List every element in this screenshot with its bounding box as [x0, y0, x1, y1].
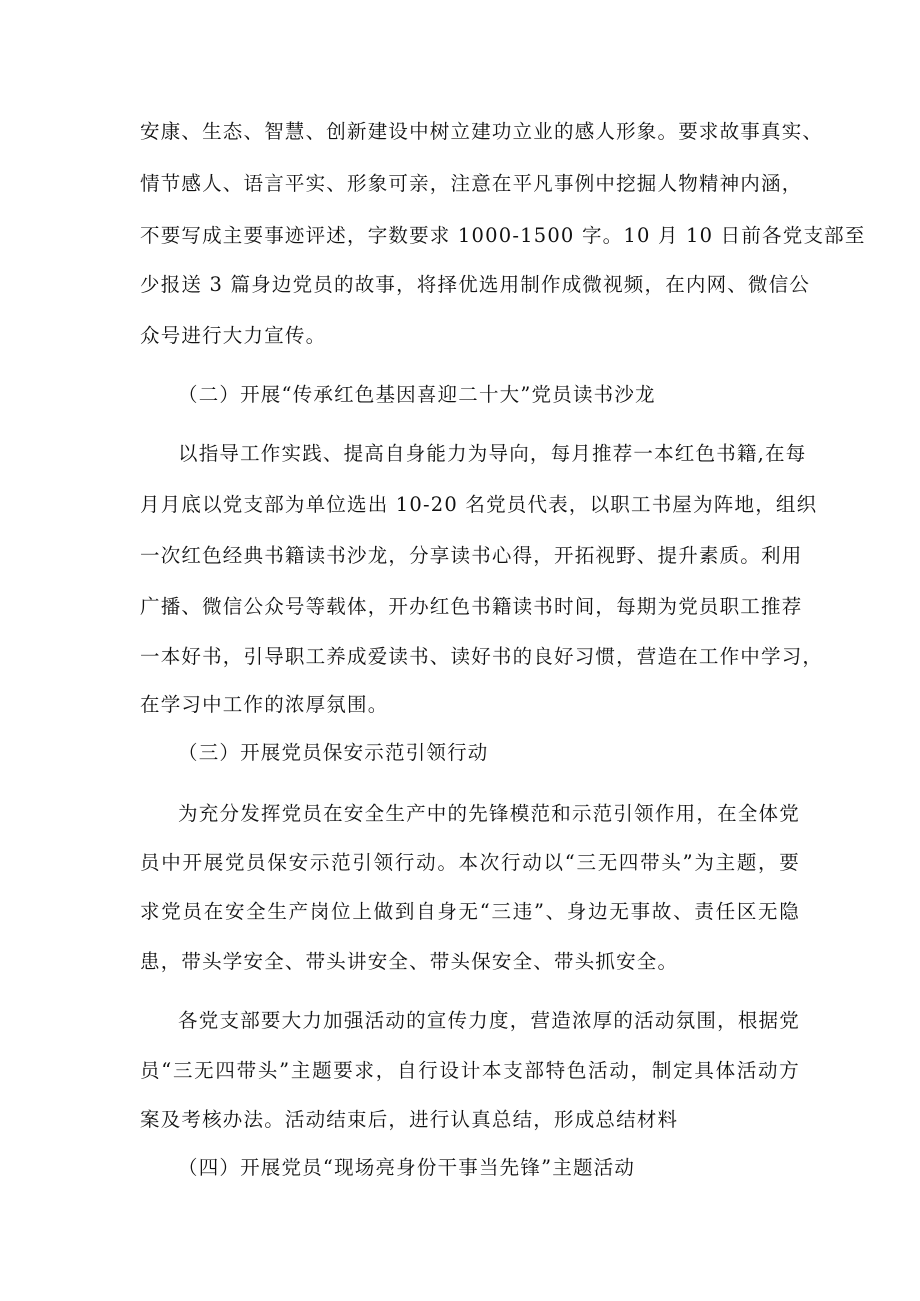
paragraph-1-line-2: 情节感人、语言平实、形象可亲，注意在平凡事例中挖掘人物精神内涵，	[140, 172, 803, 195]
section-heading-3: （三）开展党员保安示范引领行动	[178, 741, 489, 764]
paragraph-2-line-3: 一次红色经典书籍读书沙龙，分享读书心得，开拓视野、提升素质。利用	[140, 544, 803, 567]
paragraph-4-line-2: 员“三无四带头”主题要求，自行设计本支部特色活动，制定具体活动方	[140, 1059, 800, 1082]
paragraph-1-line-4: 少报送 3 篇身边党员的故事，将择优选用制作成微视频，在内网、微信公	[140, 273, 811, 296]
paragraph-2-line-6: 在学习中工作的浓厚氛围。	[140, 693, 389, 716]
paragraph-3-line-1: 为充分发挥党员在安全生产中的先锋模范和示范引领作用，在全体党	[178, 802, 800, 825]
paragraph-4-line-1: 各党支部要大力加强活动的宣传力度，营造浓厚的活动氛围，根据党	[178, 1009, 800, 1032]
paragraph-2-line-1: 以指导工作实践、提高自身能力为导向，每月推荐一本红色书籍,在每	[178, 442, 807, 465]
paragraph-4-line-3: 案及考核办法。活动结束后，进行认真总结，形成总结材料	[140, 1108, 679, 1131]
paragraph-1-line-5: 众号进行大力宣传。	[140, 324, 327, 347]
paragraph-2-line-2: 月月底以党支部为单位选出 10-20 名党员代表，以职工书屋为阵地，组织	[140, 493, 818, 516]
paragraph-3-line-4: 患，带头学安全、带头讲安全、带头保安全、带头抓安全。	[140, 950, 679, 973]
paragraph-3-line-2: 员中开展党员保安示范引领行动。本次行动以“三无四带头”为主题，要	[140, 851, 800, 874]
section-heading-4: （四）开展党员“现场亮身份干事当先锋”主题活动	[178, 1156, 636, 1179]
paragraph-1-line-3: 不要写成主要事迹评述，字数要求 1000-1500 字。10 月 10 日前各党支部至	[140, 224, 866, 247]
paragraph-2-line-4: 广播、微信公众号等载体，开办红色书籍读书时间，每期为党员职工推荐	[140, 595, 803, 618]
paragraph-1-line-1: 安康、生态、智慧、创新建设中树立建功立业的感人形象。要求故事真实、	[140, 120, 824, 143]
section-heading-2: （二）开展“传承红色基因喜迎二十大”党员读书沙龙	[178, 383, 656, 406]
paragraph-3-line-3: 求党员在安全生产岗位上做到自身无“三违”、身边无事故、责任区无隐	[140, 900, 800, 923]
paragraph-2-line-5: 一本好书，引导职工养成爱读书、读好书的良好习惯，营造在工作中学习，	[140, 645, 824, 668]
